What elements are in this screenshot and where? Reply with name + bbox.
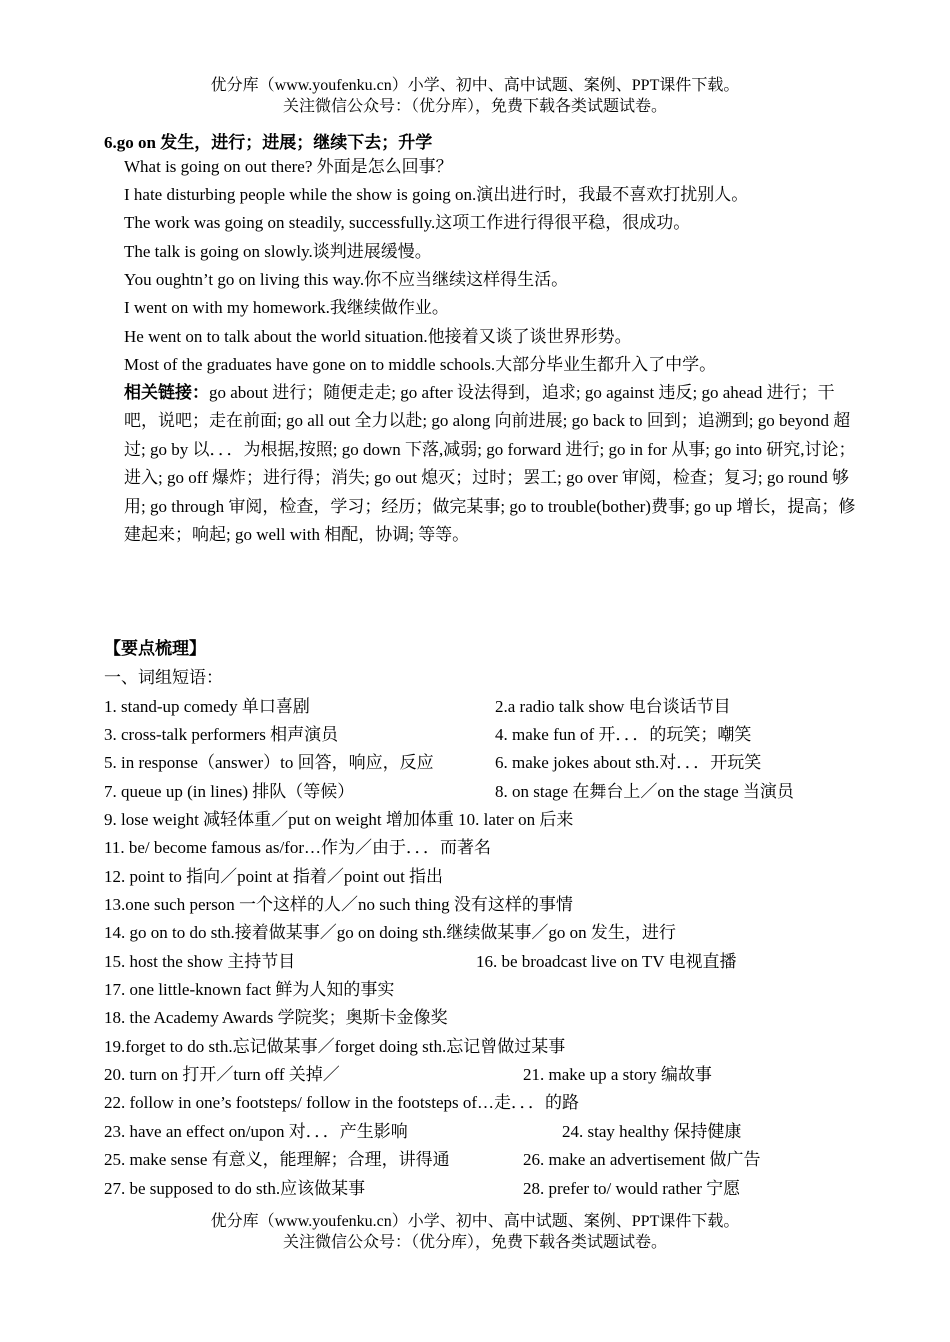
phrase-item: 5. in response（answer）to 回答，响应，反应 [104,753,434,772]
phrase-item: 27. be supposed to do sth.应该做某事 [104,1179,366,1198]
phrase-item: 25. make sense 有意义，能理解；合理，讲得通 [104,1150,450,1169]
related-links-label: 相关链接： [124,383,209,402]
phrase-item: 24. stay healthy 保持健康 [562,1122,742,1141]
footer-line-1: 优分库（www.youfenku.cn）小学、初中、高中试题、案例、PPT课件下载。 [210,1213,740,1230]
related-links-paragraph [124,379,864,549]
phrase-item: 1. stand-up comedy 单口喜剧 [104,697,310,716]
phrase-item: 12. point to 指向／point at 指着／point out 指出 [104,867,444,886]
header-line-1: 优分库（www.youfenku.cn）小学、初中、高中试题、案例、PPT课件下载。 [210,77,740,94]
phrase-item: 22. follow in one’s footsteps/ follow in the footsteps of…走．．．的路 [104,1093,580,1112]
phrase-item: 16. be broadcast live on TV 电视直播 [476,952,737,971]
header-line-2: 关注微信公众号：（优分库），免费下载各类试题试卷。 [282,98,667,115]
phrase-item: 9. lose weight 减轻体重／put on weight 增加体重 10. later on 后来 [104,810,574,829]
example-line: The work was going on steadily, successfully.这项工作进行得很平稳，很成功。 [124,213,691,232]
phrase-item: 11. be/ become famous as/for…作为／由于．．．而著名 [104,838,491,857]
phrase-item: 28. prefer to/ would rather 宁愿 [523,1179,741,1198]
related-links-text: go about 进行；随便走走; go after 设法得到，追求; go against 违反; go ahead 进行；干吧，说吧；走在前面; go all out 全力以赴; go along 向前进展; go back to 回到；追溯到; go beyond 超过; go by 以．．．为根据,按照; go down 下落,减弱; go forward 进行; go in for 从事; go into 研究,讨论；进入; go off 爆炸；进行得；消失; go out 熄灭；过时；罢工; go over 审阅，检查；复习; go round 够用; go through 审阅，检查，学习；经历；做完某事; go to trouble(bother)费事; go up 增长，提高；修建起来；响起; go well with 相配，协调; 等等。 [124,383,856,545]
example-line: You oughtn’t go on living this way.你不应当继续这样得生活。 [124,270,569,289]
phrase-item: 15. host the show 主持节目 [104,952,296,971]
phrase-item: 23. have an effect on/upon 对．．．产生影响 [104,1122,408,1141]
phrase-item: 20. turn on 打开／turn off 关掉／ [104,1065,340,1084]
example-line: The talk is going on slowly.谈判进展缓慢。 [124,242,432,261]
example-line: What is going on out there? 外面是怎么回事？ [124,157,453,176]
phrase-item: 7. queue up (in lines) 排队（等候） [104,782,355,801]
phrase-item: 3. cross-talk performers 相声演员 [104,725,339,744]
example-line: I went on with my homework.我继续做作业。 [124,298,449,317]
phrase-item: 17. one little-known fact 鲜为人知的事实 [104,980,395,999]
key-points-heading: 【要点梳理】 [104,639,206,658]
phrase-item: 21. make up a story 编故事 [523,1065,712,1084]
phrase-item: 13.one such person 一个这样的人／no such thing 没有这样的事情 [104,895,573,914]
phrase-item: 2.a radio talk show 电台谈话节目 [495,697,731,716]
phrase-item: 14. go on to do sth.接着做某事／go on doing sth.继续做某事／go on 发生，进行 [104,923,676,942]
phrase-item: 4. make fun of 开．．．的玩笑；嘲笑 [495,725,752,744]
example-line: He went on to talk about the world situation.他接着又谈了谈世界形势。 [124,327,632,346]
key-points-subheading: 一、词组短语： [104,668,223,687]
example-line: I hate disturbing people while the show is going on.演出进行时，我最不喜欢打扰别人。 [124,185,749,204]
phrase-item: 26. make an advertisement 做广告 [523,1150,761,1169]
section-6-title: 6.go on 发生，进行；进展；继续下去；升学 [104,133,433,152]
footer-line-2: 关注微信公众号：（优分库），免费下载各类试题试卷。 [282,1234,667,1251]
phrase-item: 18. the Academy Awards 学院奖；奥斯卡金像奖 [104,1008,448,1027]
phrase-item: 8. on stage 在舞台上／on the stage 当演员 [495,782,794,801]
phrase-item: 19.forget to do sth.忘记做某事／forget doing sth.忘记曾做过某事 [104,1037,566,1056]
example-line: Most of the graduates have gone on to middle schools.大部分毕业生都升入了中学。 [124,355,717,374]
phrase-item: 6. make jokes about sth.对．．．开玩笑 [495,753,762,772]
